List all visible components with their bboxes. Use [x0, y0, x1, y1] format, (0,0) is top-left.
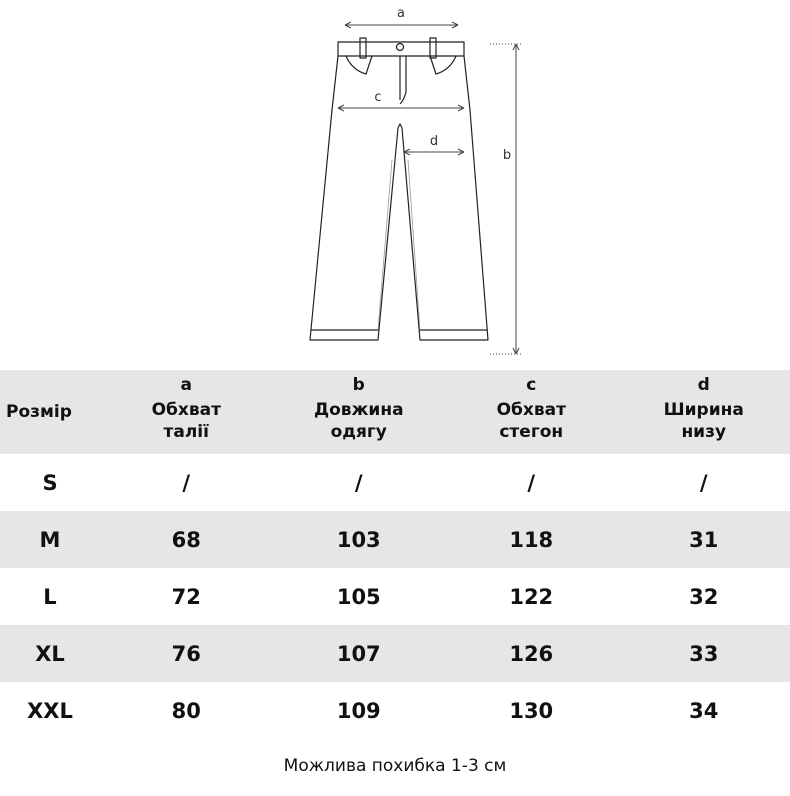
waist-cell: 68: [171, 527, 201, 552]
header-size: [0, 370, 100, 454]
tolerance-note: Можлива похибка 1-3 см: [283, 756, 507, 776]
left-leg-outline: [310, 56, 398, 340]
size-cell: XXL: [27, 698, 73, 723]
belt-loop: [360, 38, 366, 58]
header-hips: [445, 370, 618, 454]
button: [397, 44, 404, 51]
header-size-label: Розмір: [6, 402, 72, 422]
hips-cell: 122: [509, 584, 554, 609]
hips-cell: 126: [509, 641, 554, 666]
length-cell: 109: [336, 698, 381, 723]
dimension-b-label: b: [502, 148, 512, 163]
header-name-line2: одягу: [330, 422, 387, 442]
hips-cell: 118: [509, 527, 554, 552]
dimension-c-label: c: [374, 90, 382, 105]
size-cell: XL: [35, 641, 65, 666]
size-chart-table: [0, 370, 790, 739]
left-pocket: [346, 56, 372, 74]
table-row: [0, 454, 790, 511]
hips-cell: /: [527, 470, 536, 495]
header-length: [273, 370, 446, 454]
header-name-line1: Довжина: [313, 400, 404, 420]
header-name-line1: Ширина: [663, 400, 744, 420]
header-letter: b: [352, 375, 365, 395]
header-name-line1: Обхват: [151, 400, 221, 420]
size-cell: S: [42, 470, 58, 495]
header-letter: d: [697, 375, 710, 395]
header-waist: [100, 370, 273, 454]
belt-loop: [430, 38, 436, 58]
right-pocket: [430, 56, 456, 74]
length-cell: 105: [336, 584, 381, 609]
dimension-d-label: d: [429, 134, 439, 149]
size-cell: M: [39, 527, 61, 552]
header-name-line2: стегон: [499, 422, 564, 442]
waist-cell: 72: [171, 584, 201, 609]
header-letter: a: [180, 375, 192, 395]
bottom-width-cell: /: [699, 470, 708, 495]
bottom-width-cell: 34: [689, 698, 719, 723]
length-cell: 107: [336, 641, 381, 666]
right-leg-outline: [402, 56, 488, 340]
pants-drawing: [0, 0, 790, 370]
header-name-line2: низу: [681, 422, 727, 442]
length-cell: 103: [336, 527, 381, 552]
bottom-width-cell: 31: [689, 527, 719, 552]
table-row: [0, 625, 790, 682]
bottom-width-cell: 33: [689, 641, 719, 666]
pants-diagram: [0, 0, 790, 370]
header-bottom-width: [618, 370, 790, 454]
table-row: [0, 511, 790, 568]
waist-cell: 80: [171, 698, 201, 723]
table-row: [0, 682, 790, 739]
table-row: [0, 568, 790, 625]
header-name-line2: талії: [163, 422, 209, 442]
waist-cell: 76: [171, 641, 201, 666]
header-name-line1: Обхват: [496, 400, 566, 420]
waist-cell: /: [182, 470, 191, 495]
length-cell: /: [354, 470, 363, 495]
hips-cell: 130: [509, 698, 554, 723]
size-cell: L: [43, 584, 57, 609]
table-header-row: [0, 370, 790, 454]
header-letter: c: [526, 375, 537, 395]
dimension-a-label: a: [397, 6, 405, 21]
bottom-width-cell: 32: [689, 584, 719, 609]
